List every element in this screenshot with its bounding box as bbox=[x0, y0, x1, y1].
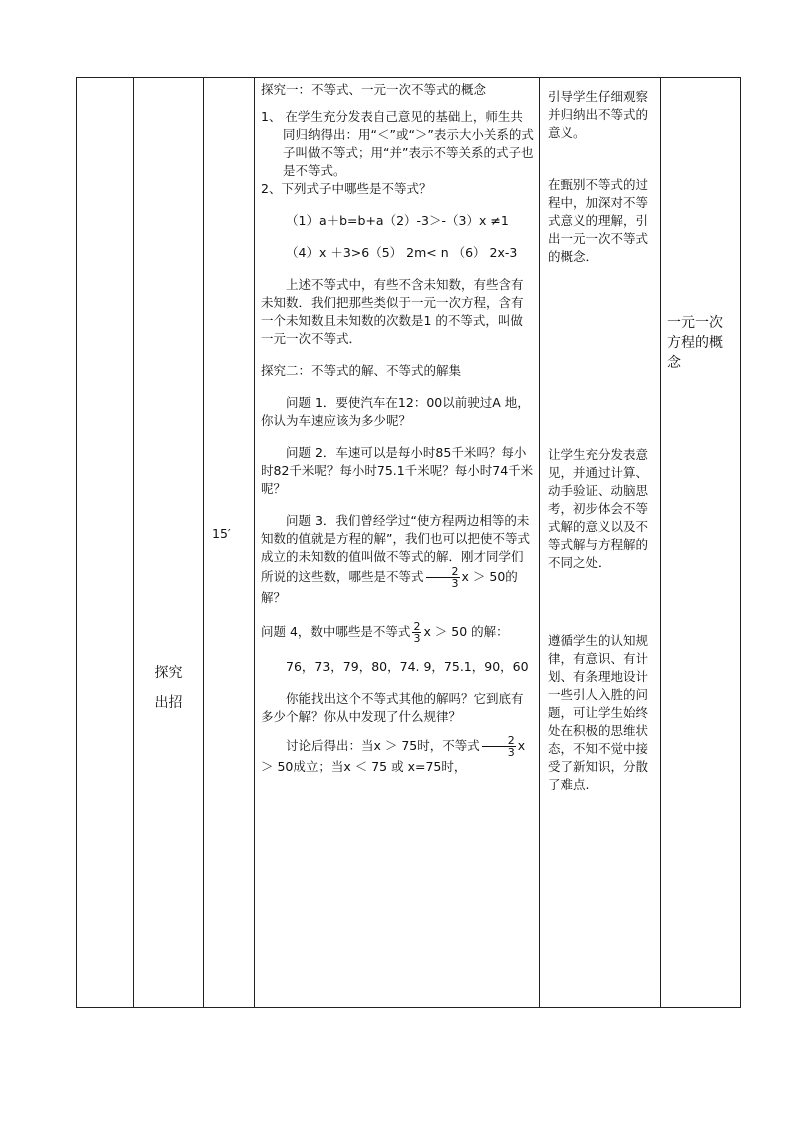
item-2: 2、下列式子中哪些是不等式？ bbox=[261, 181, 432, 196]
candidate-numbers: 76，73，79，80，74. 9，75.1，90，60 bbox=[286, 659, 529, 674]
item-1: 1、 在学生充分发表自己意见的基础上，师生共同归纳得出：用“＜”或“＞”表示大小关系的式子叫做不等式；用“并”表示不等关系的式子也是不等式。 bbox=[261, 109, 534, 178]
question-2: 问题 2．车速可以是每小时85千米吗？每小时82千米呢？每小时75.1千米呢？每小时74千米呢？ bbox=[261, 445, 534, 496]
concept-label: 一元一次方程的概念 bbox=[667, 315, 723, 371]
intent-4: 遵循学生的认知规律，有意识、有计划、有条理地设计一些引人入胜的问题，可让学生始终处在积极的思维状态，不知不觉中接受了新知识，分散了难点. bbox=[548, 633, 649, 792]
content-cell bbox=[255, 78, 540, 1008]
question-3-text: 问题 3．我们曾经学过“使方程两边相等的未知数的值就是方程的解”，我们也可以把使不等式成立的未知数的值叫做不等式的解．刚才同学们所说的这些数，哪些是不等式 bbox=[261, 513, 530, 584]
explore1-title: 探究一：不等式、一元一次不等式的概念 bbox=[261, 82, 487, 97]
fraction-numerator: 2 bbox=[413, 620, 421, 633]
stage-label bbox=[134, 658, 203, 718]
discussion-text: 讨论后得出：当x ＞ 75时，不等式 bbox=[286, 738, 480, 753]
question-3 bbox=[261, 512, 535, 607]
fraction-denominator: 3 bbox=[507, 746, 515, 759]
table-row bbox=[77, 78, 741, 1008]
time-label: 15′ bbox=[212, 526, 231, 541]
stage-line-2: 出招 bbox=[154, 695, 183, 711]
question-4-text: 问题 4，数中哪些是不等式 bbox=[261, 624, 411, 639]
expressions-line-1: （1）a＋b=b+a（2）-3＞-（3）x ≠1 bbox=[286, 213, 509, 228]
intent-2: 在甄别不等式的过程中，加深对不等式意义的理解，引出一元一次不等式的概念． bbox=[548, 177, 649, 264]
fraction-two-thirds bbox=[482, 735, 516, 758]
question-1: 问题 1．要使汽车在12：00以前驶过A 地，你认为车速应该为多少呢？ bbox=[261, 395, 530, 428]
intent-1: 引导学生仔细观察并归纳出不等式的意义。 bbox=[548, 89, 649, 140]
intent-3: 让学生充分发表意见，并通过计算、动手验证、动脑思考，初步体会不等式解的意义以及不等式解与方程解的不同之处． bbox=[548, 447, 649, 570]
stage-cell bbox=[134, 78, 204, 1008]
question-5: 你能找出这个不等式其他的解吗？它到底有多少个解？你从中发现了什么规律？ bbox=[261, 691, 524, 724]
fraction-numerator: 2 bbox=[482, 735, 516, 747]
discussion bbox=[261, 735, 535, 776]
question-4-end: x ＞ 50 的解： bbox=[423, 624, 509, 639]
intent-cell bbox=[540, 78, 661, 1008]
question-4 bbox=[261, 621, 535, 644]
concept-cell bbox=[661, 78, 741, 1008]
fraction-two-thirds bbox=[426, 566, 460, 589]
stage-line-1: 探究 bbox=[154, 665, 183, 681]
fraction-denominator: 3 bbox=[413, 632, 421, 645]
empty-cell bbox=[77, 78, 134, 1008]
lesson-plan-table bbox=[76, 77, 741, 1008]
time-cell bbox=[204, 78, 255, 1008]
explore2-title: 探究二：不等式的解、不等式的解集 bbox=[261, 363, 462, 378]
fraction-two-thirds bbox=[412, 621, 421, 644]
fraction-denominator: 3 bbox=[451, 577, 459, 590]
definition-paragraph: 上述不等式中，有些不含未知数，有些含有未知数．我们把那些类似于一元一次方程，含有一个未知数且未知数的次数是1 的不等式，叫做一元一次不等式． bbox=[261, 277, 524, 346]
fraction-numerator: 2 bbox=[426, 566, 460, 578]
question-3-end: x ＞ 50的解？ bbox=[261, 569, 518, 605]
discussion-end: x ＞ 50成立；当x ＜ 75 或 x=75时， bbox=[261, 738, 526, 774]
expressions-line-2: （4）x ＋3>6（5） 2m< n （6） 2x-3 bbox=[286, 245, 518, 260]
